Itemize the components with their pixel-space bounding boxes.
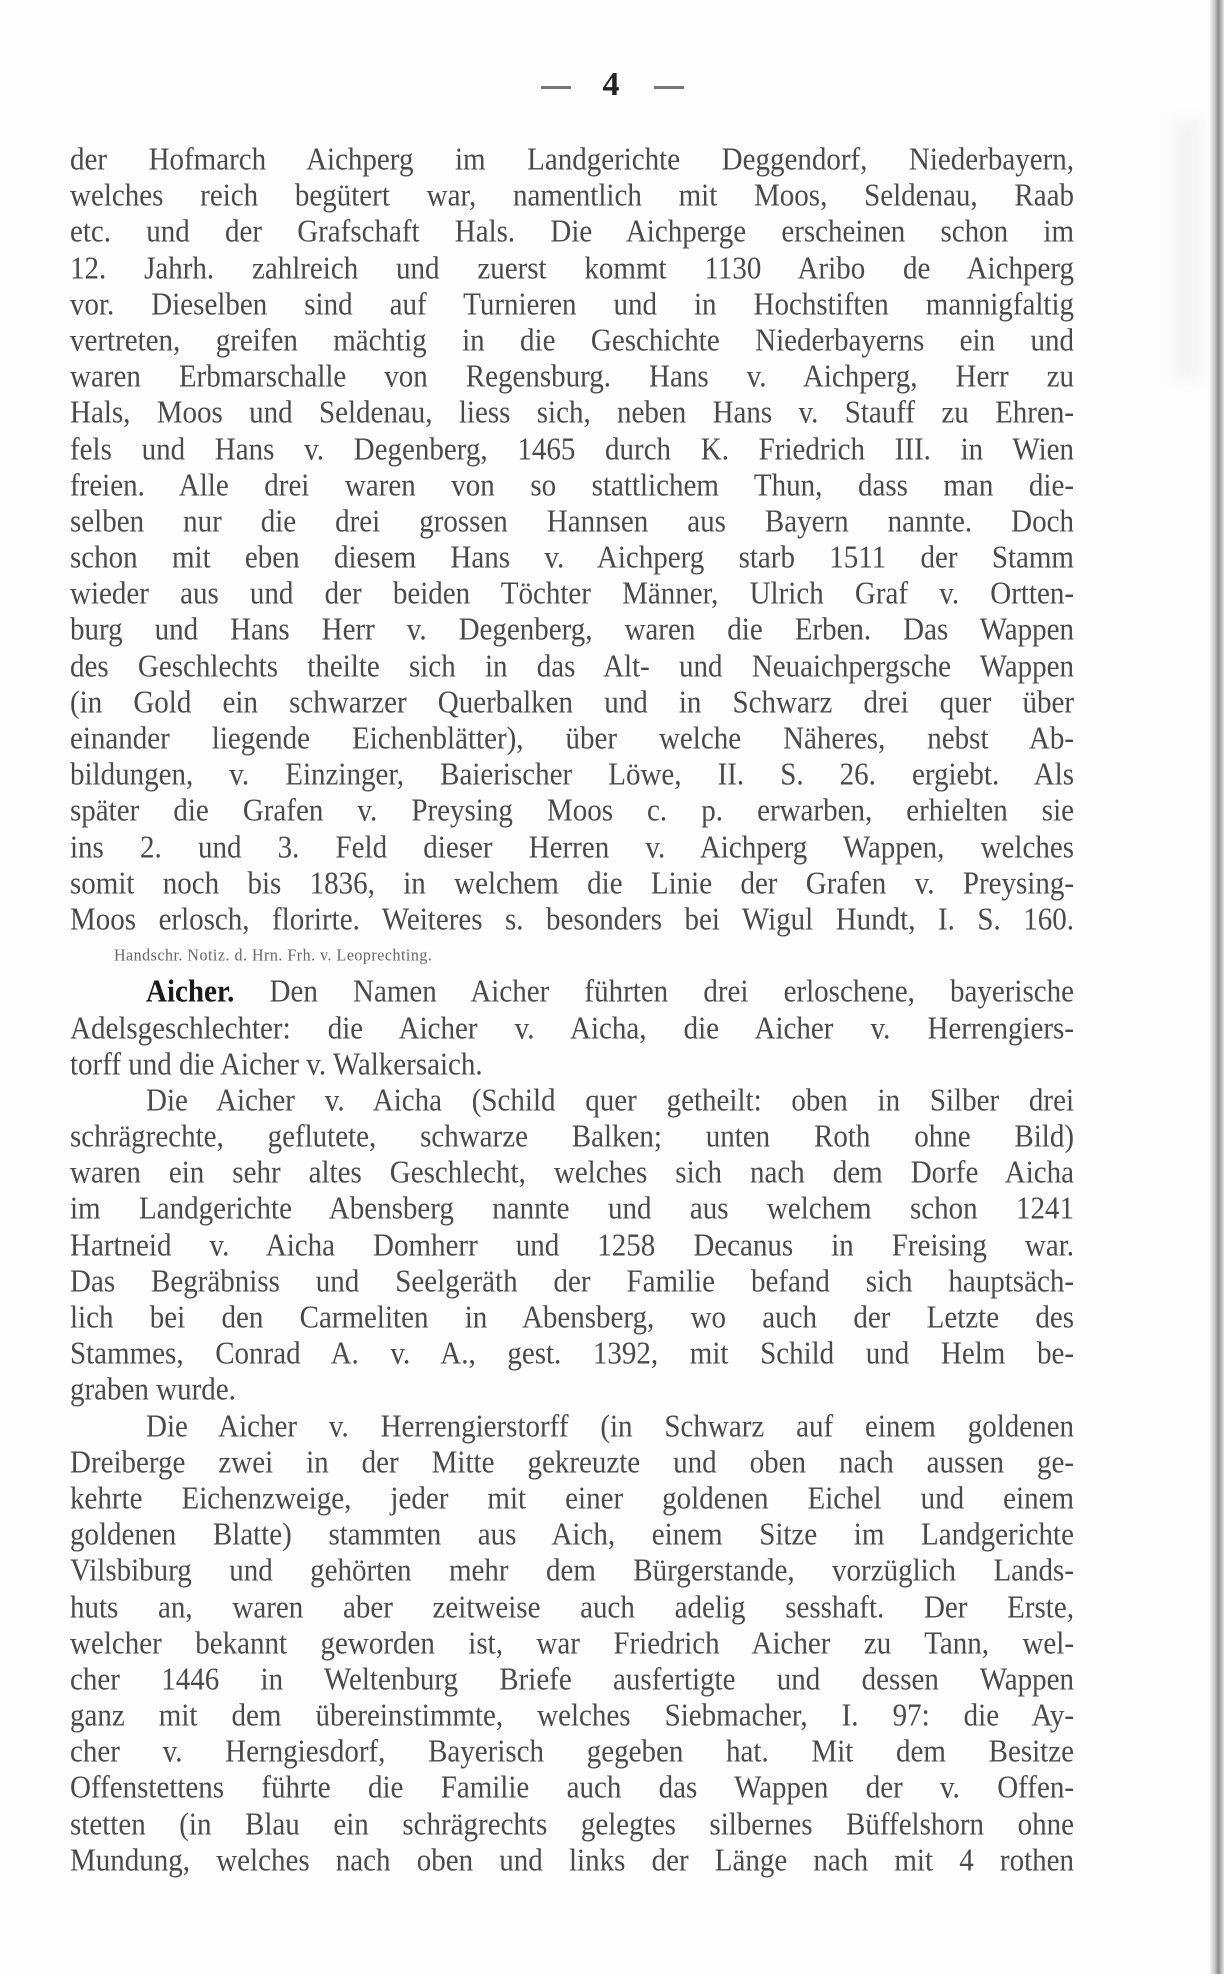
text-line [70, 1009, 1074, 1048]
text-line [70, 285, 1074, 324]
line-text: burg und Hans Herr v. Degenberg, waren die Erben. Das Wappen [70, 613, 1074, 648]
text-line [70, 1841, 1074, 1880]
entry-heading: Aicher. [146, 975, 235, 1010]
text-line [70, 1805, 1074, 1844]
text-line [70, 1118, 1074, 1157]
text-line [70, 1660, 1074, 1699]
line-text: waren Erbmarschalle von Regensburg. Hans v. Aichperg, Herr zu [70, 359, 1074, 395]
line-text: kehrte Eichenzweige, jeder mit einer goldenen Eichel und einem [70, 1481, 1074, 1517]
text-line [70, 611, 1074, 650]
text-line [70, 792, 1074, 831]
line-text: Vilsbiburg und gehörten mehr dem Bürgerstande, vorzüglich Lands- [70, 1554, 1074, 1589]
line-text: Den Namen Aicher führten drei erloschene, bayerische [234, 975, 1074, 1010]
line-text: Das Begräbniss und Seelgeräth der Familie befand sich hauptsäch- [70, 1264, 1074, 1300]
text-line [70, 321, 1074, 360]
text-line [70, 1371, 1074, 1410]
text-line [70, 647, 1074, 686]
text-line [70, 1624, 1074, 1663]
text-line [70, 900, 1074, 939]
text-line [70, 539, 1074, 578]
text-line [70, 720, 1074, 759]
line-text: welcher bekannt geworden ist, war Friedrich Aicher zu Tann, wel- [70, 1626, 1074, 1661]
line-text: waren ein sehr altes Geschlecht, welches sich nach dem Dorfe Aicha [70, 1155, 1074, 1191]
line-text: Hartneid v. Aicha Domherr und 1258 Decanus in Freising war. [70, 1228, 1074, 1263]
line-text: (in Gold ein schwarzer Querbalken und in Schwarz drei quer über [70, 685, 1074, 721]
text-line [70, 1516, 1074, 1555]
text-line [70, 249, 1074, 288]
line-text: huts an, waren aber zeitweise auch adelig sesshaft. Der Erste, [70, 1590, 1074, 1625]
line-text: Adelsgeschlechter: die Aicher v. Aicha, die Aicher v. Herrengiers- [70, 1011, 1074, 1046]
line-text: Moos erlosch, florirte. Weiteres s. besonders bei Wigul Hundt, I. S. 160. [70, 902, 1074, 938]
text-line [70, 1733, 1074, 1772]
page-number [0, 66, 1224, 104]
text-line [70, 1154, 1074, 1193]
line-text: torff und die Aicher v. Walkersaich. [70, 1047, 483, 1082]
page-number-value: 4 [602, 66, 622, 103]
line-text: freien. Alle drei waren von so stattlichem Thun, dass man die- [70, 468, 1074, 503]
line-text: wieder aus und der beiden Töchter Männer, Ulrich Graf v. Ortten- [70, 576, 1074, 612]
line-text: stetten (in Blau ein schrägrechts gelegtes silbernes Büffelshorn ohne [70, 1807, 1074, 1842]
line-text: somit noch bis 1836, in welchem die Linie der Grafen v. Preysing- [70, 866, 1074, 902]
line-text: der Hofmarch Aichperg im Landgerichte Deggendorf, Niederbayern, [70, 142, 1074, 178]
line-text: später die Grafen v. Preysing Moos c. p. erwarben, erhielten sie [70, 794, 1074, 829]
text-line [70, 213, 1074, 252]
text-line [70, 394, 1074, 433]
text-line [70, 177, 1074, 216]
line-text: vertreten, greifen mächtig in die Geschichte Niederbayerns ein und [70, 323, 1074, 359]
line-text: Die Aicher v. Herrengierstorff (in Schwarz auf einem goldenen [146, 1409, 1074, 1444]
line-text: Offenstettens führte die Familie auch das Wappen der v. Offen- [70, 1771, 1074, 1806]
line-text: cher v. Herngiesdorf, Bayerisch gegeben hat. Mit dem Besitze [70, 1734, 1074, 1770]
footnote-line [70, 937, 1074, 976]
text-line [70, 1190, 1074, 1229]
dash-left [541, 86, 571, 89]
text-line [70, 756, 1074, 795]
line-text: Dreiberge zwei in der Mitte gekreuzte und oben nach aussen ge- [70, 1445, 1074, 1481]
line-text: schon mit eben diesem Hans v. Aichperg starb 1511 der Stamm [70, 540, 1074, 576]
line-text: cher 1446 in Weltenburg Briefe ausfertigte und dessen Wappen [70, 1662, 1074, 1698]
body-text [70, 142, 1074, 1879]
line-text: vor. Dieselben sind auf Turnieren und in Hochstiften mannigfaltig [70, 287, 1074, 323]
line-text: fels und Hans v. Degenberg, 1465 durch K. Friedrich III. in Wien [70, 432, 1074, 467]
text-line [70, 828, 1074, 867]
text-line [70, 1262, 1074, 1301]
line-text: 12. Jahrh. zahlreich und zuerst kommt 1130 Aribo de Aichperg [70, 251, 1074, 286]
text-line [70, 1769, 1074, 1808]
page-edge-shadow [1210, 0, 1224, 1974]
line-text: im Landgerichte Abensberg nannte und aus welchem schon 1241 [70, 1192, 1074, 1227]
line-text: einander liegende Eichenblätter), über welche Näheres, nebst Ab- [70, 721, 1074, 757]
line-text: lich bei den Carmeliten in Abensberg, wo auch der Letzte des [70, 1300, 1074, 1336]
line-text: ganz mit dem übereinstimmte, welches Siebmacher, I. 97: die Ay- [70, 1698, 1074, 1734]
text-line [70, 1588, 1074, 1627]
text-line [70, 1697, 1074, 1736]
text-line [70, 1407, 1074, 1446]
text-line [70, 1335, 1074, 1374]
text-line [70, 466, 1074, 505]
dash-right [654, 86, 684, 89]
line-text: bildungen, v. Einzinger, Baierischer Löwe, II. S. 26. ergiebt. Als [70, 757, 1074, 793]
scan-blemish [1172, 120, 1202, 380]
text-line [70, 575, 1074, 614]
text-line [70, 1552, 1074, 1591]
line-text: schrägrechte, geflutete, schwarze Balken; unten Roth ohne Bild) [70, 1119, 1074, 1155]
text-line [70, 1443, 1074, 1482]
text-line [70, 1045, 1074, 1084]
line-text: goldenen Blatte) stammten aus Aich, einem Sitze im Landgerichte [70, 1517, 1074, 1553]
text-line [70, 864, 1074, 903]
line-text: ins 2. und 3. Feld dieser Herren v. Aichperg Wappen, welches [70, 830, 1074, 865]
text-line [70, 358, 1074, 397]
text-line [70, 1299, 1074, 1338]
text-line [70, 430, 1074, 469]
line-text: etc. und der Grafschaft Hals. Die Aichperge erscheinen schon im [70, 215, 1074, 250]
text-line [70, 683, 1074, 722]
text-line [70, 1226, 1074, 1265]
line-text: welches reich begütert war, namentlich mit Moos, Seldenau, Raab [70, 178, 1074, 214]
line-text: selben nur die drei grossen Hannsen aus Bayern nannte. Doch [70, 504, 1074, 540]
text-line [70, 1081, 1074, 1120]
text-line [70, 141, 1074, 180]
text-line [70, 1479, 1074, 1518]
line-text: Hals, Moos und Seldenau, liess sich, neben Hans v. Stauff zu Ehren- [70, 396, 1074, 431]
text-line [70, 502, 1074, 541]
text-line [70, 973, 1074, 1012]
line-text: graben wurde. [70, 1373, 236, 1408]
line-text: Mundung, welches nach oben und links der Länge nach mit 4 rothen [70, 1843, 1074, 1879]
line-text: Die Aicher v. Aicha (Schild quer getheilt: oben in Silber drei [146, 1083, 1074, 1119]
line-text: Handschr. Notiz. d. Hrn. Frh. v. Leoprechting. [114, 946, 433, 965]
line-text: Stammes, Conrad A. v. A., gest. 1392, mit Schild und Helm be- [70, 1336, 1074, 1372]
line-text: des Geschlechts theilte sich in das Alt- und Neuaichpergsche Wappen [70, 649, 1074, 684]
